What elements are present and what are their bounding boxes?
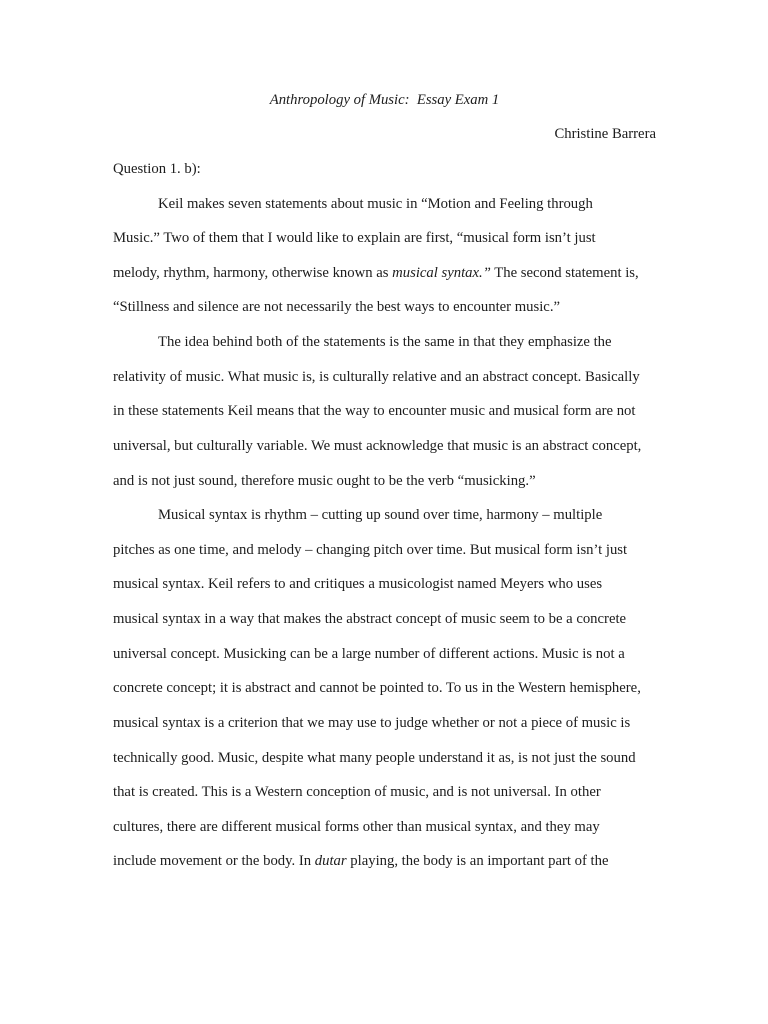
text-segment: melody, rhythm, harmony, otherwise known as xyxy=(113,264,393,281)
italic-segment: dutar xyxy=(314,853,347,870)
text-segment: playing, the body is an important part of the xyxy=(346,853,609,870)
text-line xyxy=(113,844,656,879)
text-line: pitches as one time, and melody – changing pitch over time. But musical form isn’t just xyxy=(113,541,628,558)
text-segment: The second statement is, xyxy=(490,264,639,281)
document-body xyxy=(113,83,656,879)
text-line: cultures, there are different musical forms other than musical syntax, and they may xyxy=(113,818,600,835)
text-line: relativity of music. What music is, is culturally relative and an abstract concept. Basically xyxy=(113,368,640,385)
text-line: universal, but culturally variable. We must acknowledge that music is an abstract concept, xyxy=(113,437,642,454)
text-line: universal concept. Musicking can be a large number of different actions. Music is not a xyxy=(113,645,625,662)
text-line: technically good. Music, despite what many people understand it as, is not just the sound xyxy=(113,749,636,766)
paragraph-1 xyxy=(113,187,656,326)
text-line: “Stillness and silence are not necessarily the best ways to encounter music.” xyxy=(113,299,561,316)
paragraph-3 xyxy=(113,498,656,879)
text-line: and is not just sound, therefore music ought to be the verb “musicking.” xyxy=(113,472,536,489)
text-line: musical syntax in a way that makes the abstract concept of music seem to be a concrete xyxy=(113,611,627,628)
text-line: in these statements Keil means that the way to encounter music and musical form are not xyxy=(113,403,636,420)
italic-segment: musical syntax.” xyxy=(392,264,491,281)
text-line: musical syntax is a criterion that we may use to judge whether or not a piece of music is xyxy=(113,714,631,731)
text-line: Music.” Two of them that I would like to explain are first, “musical form isn’t just xyxy=(113,230,596,247)
author-name: Christine Barrera xyxy=(554,126,656,143)
document-title: Anthropology of Music: Essay Exam 1 xyxy=(269,91,500,108)
text-line: concrete concept; it is abstract and cannot be pointed to. To us in the Western hemisphere, xyxy=(113,680,641,697)
text-line: that is created. This is a Western conception of music, and is not universal. In other xyxy=(113,784,601,801)
text-line: Keil makes seven statements about music in “Motion and Feeling through xyxy=(158,195,593,212)
text-segment: include movement or the body. In xyxy=(113,853,315,870)
text-line xyxy=(113,256,656,291)
text-line: The idea behind both of the statements is the same in that they emphasize the xyxy=(158,334,612,351)
question-label: Question 1. b): xyxy=(113,160,201,177)
text-line: Musical syntax is rhythm – cutting up sound over time, harmony – multiple xyxy=(158,507,603,524)
text-line: musical syntax. Keil refers to and critiques a musicologist named Meyers who uses xyxy=(113,576,603,593)
paragraph-2 xyxy=(113,325,656,498)
